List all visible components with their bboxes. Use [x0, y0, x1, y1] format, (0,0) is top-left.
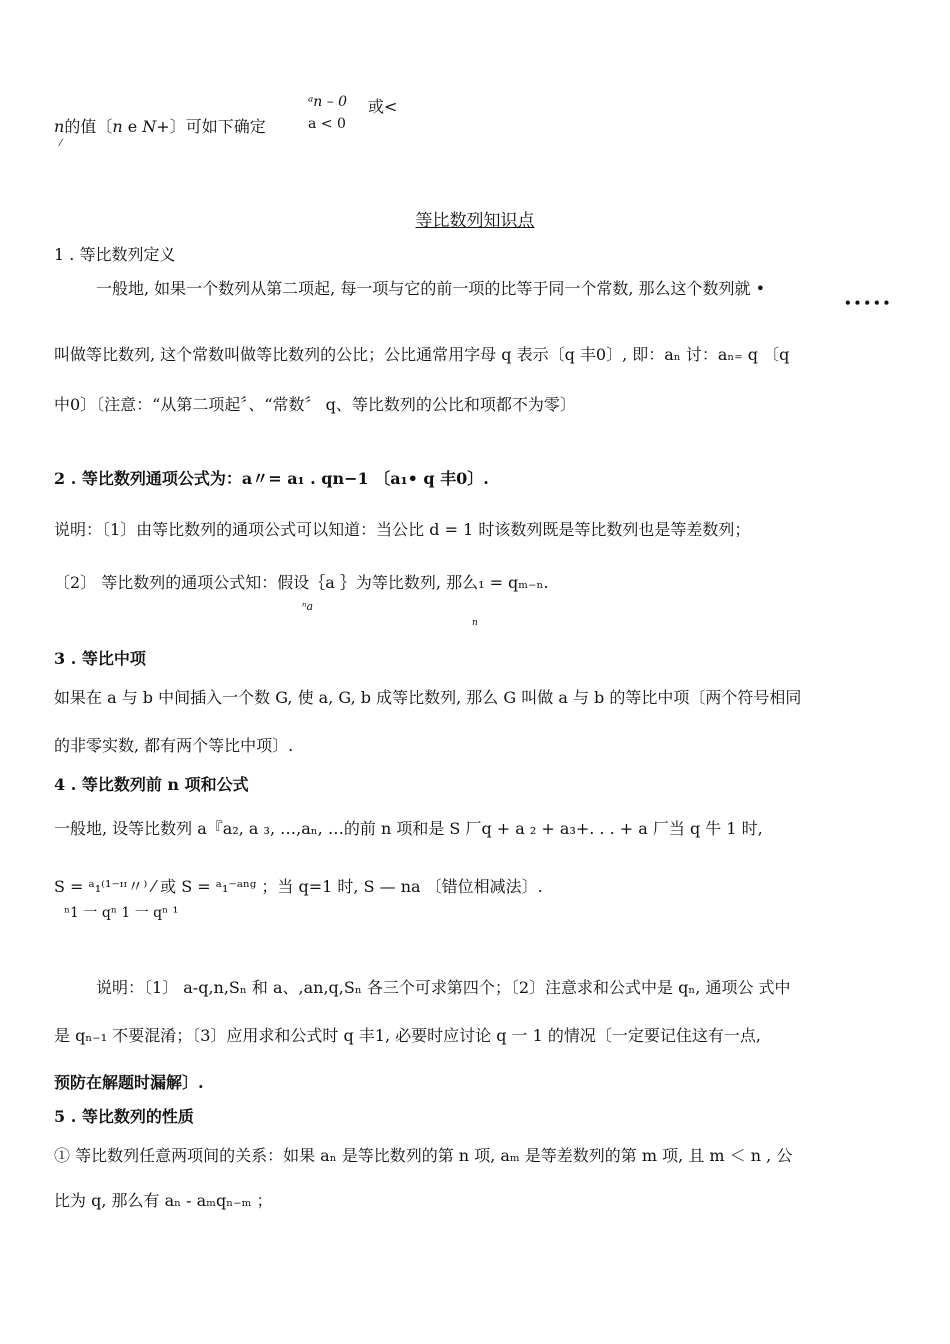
slash-mark: ⁄ [60, 138, 62, 149]
formula-denominators: ⁿ1 一 qⁿ 1 一 qⁿ ¹ [64, 905, 179, 921]
page-title: 等比数列知识点 [415, 211, 535, 231]
section-4-para-1: 一般地, 设等比数列 a『a₂, a ₃, …,aₙ, …的前 n 项和是 S 厂q + a ₂ + a₃+. . . + a 厂当 q 牛 1 时, [54, 819, 763, 838]
section-3-heading: 3 . 等比中项 [54, 649, 146, 668]
section-5-para-1: ① 等比数列任意两项间的关系：如果 aₙ 是等比数列的第 n 项, aₘ 是等差数列的第 m 项, 且 m ＜ n , 公 [54, 1146, 793, 1165]
section-3-para-1: 如果在 a 与 b 中间插入一个数 G, 使 a, G, b 成等比数列, 那么 G 叫做 a 与 b 的等比中项〔两个符号相同 [54, 688, 802, 707]
n-symbol: n [54, 117, 65, 136]
section-5-heading: 5 . 等比数列的性质 [54, 1107, 194, 1126]
section-1-para-1: 一般地, 如果一个数列从第二项起, 每一项与它的前一项的比等于同一个常数, 那么这个数列就 • [96, 279, 766, 298]
value-text: 的值〔 [64, 117, 113, 136]
sum-formula: S = ᵃ₁⁽¹⁻ᶦᶦ〃⁾ ⁄ 或 S = ᵃ₁⁻ᵃⁿᵍ ；当 q=1 时, S — na 〔错位相减法〕. [54, 877, 543, 896]
section-2-heading: 2 . 等比数列通项公式为：a〃= a₁ . qn−1 〔a₁• q 丰0〕. [54, 469, 489, 488]
subscript-n: n [472, 618, 478, 628]
section-3-para-2: 的非零实数, 都有两个等比中项〕. [54, 736, 294, 755]
section-2-note-1: 说明：〔1〕由等比数列的通项公式可以知道：当公比 d = 1 时该数列既是等比数列也是等差数列； [54, 520, 751, 539]
section-2-note-2: 〔2〕 等比数列的通项公式知：假设｛a ｝为等比数列, 那么₁ = qₘ₋ₙ. [54, 573, 549, 592]
section-1-heading: 1 . 等比数列定义 [54, 245, 176, 264]
section-1-para-3: 中0〕〔注意：“从第二项起〞、“常数〞 q、等比数列的公比和项都不为零〕 [54, 395, 576, 414]
emphasis-dots: ••••• [844, 296, 893, 310]
fraction-bottom: a < 0 [308, 116, 346, 132]
section-5-para-2: 比为 q, 那么有 aₙ - aₘqₙ₋ₘ ； [54, 1191, 273, 1210]
section-4-note-2: 是 qₙ₋₁ 不要混淆；〔3〕应用求和公式时 q 丰1, 必要时应讨论 q 一 1 的情况〔一定要记住这有一点, [54, 1026, 761, 1045]
section-4-note-1: 说明：〔1〕 a-q,n,Sₙ 和 a、,an,q,Sₙ 各三个可求第四个；〔2〕注意求和公式中是 qₙ, 通项公 式中 [96, 978, 791, 997]
subscript-a: ⁿa [302, 600, 314, 613]
fraction-top: ᵃn – 0 [308, 94, 348, 110]
close-text: 〕可如下确定 [169, 117, 266, 136]
nplus-symbol: N+ [142, 117, 170, 136]
top-line [54, 114, 266, 137]
element-symbol: e [127, 117, 138, 136]
n-in-symbol: n [112, 117, 123, 136]
or-text: 或< [368, 97, 398, 116]
section-4-heading: 4 . 等比数列前 n 项和公式 [54, 775, 249, 794]
section-1-para-2: 叫做等比数列, 这个常数叫做等比数列的公比；公比通常用字母 q 表示〔q 丰0〕, 即：aₙ 讨：aₙ₌ q 〔q [54, 345, 790, 364]
section-4-note-3: 预防在解题时漏解〕. [54, 1073, 204, 1092]
